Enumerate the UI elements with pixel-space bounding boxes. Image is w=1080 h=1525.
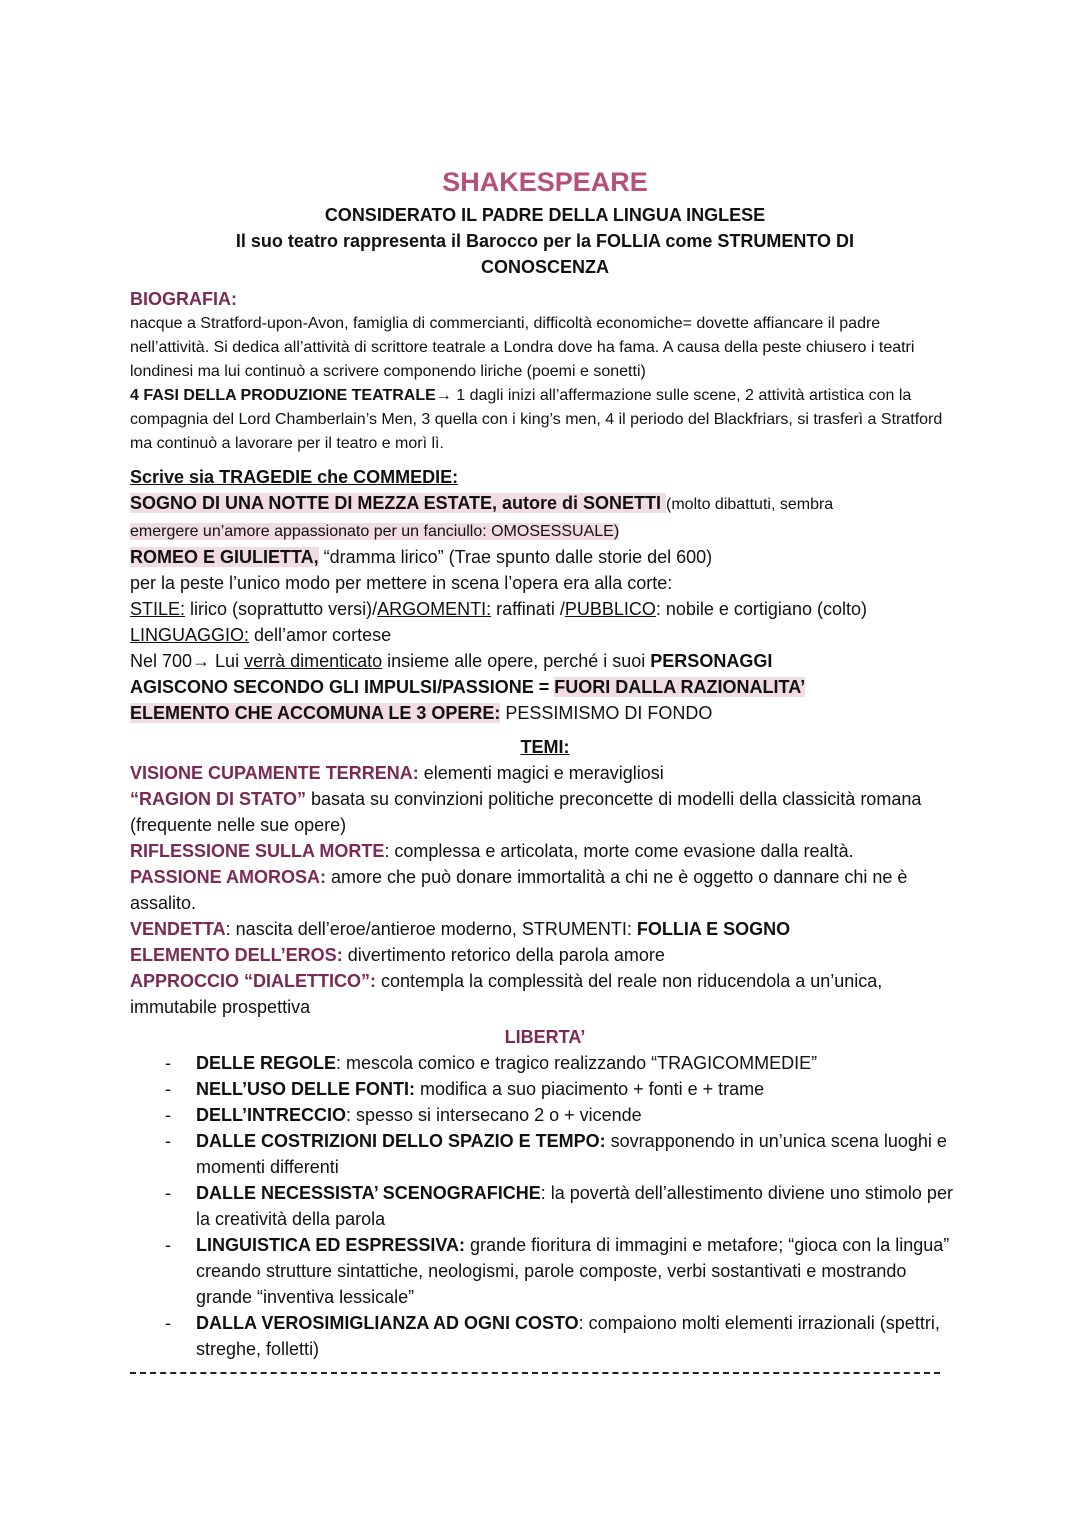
- temi-label: VISIONE CUPAMENTE TERRENA:: [130, 763, 419, 783]
- liberta-list: [130, 1050, 960, 1362]
- temi-label: PASSIONE AMOROSA:: [130, 867, 327, 887]
- liberta-label: DALLA VEROSIMIGLIANZA AD OGNI COSTO: [196, 1313, 579, 1333]
- liberta-text: : spesso si intersecano 2 o + vicende: [346, 1105, 642, 1125]
- liberta-item: [130, 1128, 960, 1180]
- document-page: [130, 166, 960, 1374]
- page-title: SHAKESPEARE: [442, 167, 648, 197]
- liberta-item: [130, 1076, 960, 1102]
- dash-bullet: -: [165, 1105, 171, 1125]
- temi-item: [130, 942, 960, 968]
- temi-item: [130, 916, 960, 942]
- stile-text: lirico (soprattutto versi)/: [185, 599, 378, 619]
- liberta-text: : compaiono molti elementi irrazionali (spettri, streghe, folletti): [196, 1313, 940, 1359]
- temi-text: elementi magici e meravigliosi: [418, 763, 664, 783]
- liberta-label: NELL’USO DELLE FONTI:: [196, 1079, 415, 1099]
- temi-label: APPROCCIO “DIALETTICO”:: [130, 971, 376, 991]
- romeo-text: “dramma lirico” (Trae spunto dalle storie del 600): [318, 547, 713, 567]
- temi-bold-tail: FOLLIA E SOGNO: [636, 919, 791, 939]
- dash-bullet: -: [165, 1079, 171, 1099]
- works-section: [130, 464, 960, 726]
- works-romeo: [130, 544, 960, 570]
- dash-bullet: -: [165, 1053, 171, 1073]
- linguaggio-text: dell’amor cortese: [249, 625, 392, 645]
- liberta-text: modifica a suo piacimento + fonti e + trame: [415, 1079, 765, 1099]
- subtitle-2: Il suo teatro rappresenta il Barocco per la FOLLIA come STRUMENTO DI CONOSCENZA: [235, 231, 855, 277]
- temi-item: [130, 968, 960, 1020]
- fasi-text: 1 dagli inizi all’affermazione sulle scene, 2 attività artistica con la compagnia del Lord Chamberlain’s Men, 3 quella con i king’s men, 4 il periodo del Blackfriars, si trasferì a Stratford ma continuò a lavorare per il teatro e morì lì.: [130, 387, 943, 452]
- liberta-section: [130, 1024, 960, 1362]
- works-agiscono: [130, 674, 960, 700]
- liberta-item: [130, 1102, 960, 1128]
- temi-label: ELEMENTO DELL’EROS:: [130, 945, 343, 965]
- temi-text: amore che può donare immortalità a chi ne è oggetto o dannare chi ne è assalito.: [130, 867, 908, 913]
- liberta-text: sovrapponendo in un’unica scena luoghi e momenti differenti: [196, 1131, 947, 1177]
- sogno-title: SOGNO DI UNA NOTTE DI MEZZA ESTATE, autore di SONETTI: [130, 493, 667, 513]
- liberta-text: : mescola comico e tragico realizzando “TRAGICOMMEDIE”: [336, 1053, 818, 1073]
- temi-text: contempla la complessità del reale non riducendola a un’unica, immutabile prospettiva: [130, 971, 883, 1017]
- dash-bullet: -: [165, 1183, 171, 1203]
- bio-text: nacque a Stratford-upon-Avon, famiglia di commercianti, difficoltà economiche= dovette affiancare il padre nell’attività. Si dedica all’attività di scrittore teatrale a Londra dove ha fama. A causa della peste chiusero i teatri londinesi ma lui continuò a scrivere componendo liriche (poemi e sonetti): [130, 315, 915, 380]
- bio-heading: BIOGRAFIA:: [130, 289, 237, 309]
- temi-item: [130, 786, 960, 838]
- nel700-underlined: verrà dimenticato: [244, 651, 383, 671]
- bio-paragraph: [130, 312, 960, 456]
- stile-label: STILE:: [130, 599, 186, 619]
- subtitle-1: CONSIDERATO IL PADRE DELLA LINGUA INGLESE: [324, 205, 766, 225]
- liberta-heading: LIBERTA’: [504, 1027, 586, 1047]
- temi-label: “RAGION DI STATO”: [130, 789, 307, 809]
- liberta-item: [130, 1310, 960, 1362]
- elemento-highlight: ELEMENTO CHE ACCOMUNA LE 3 OPERE:: [130, 703, 501, 723]
- temi-text: : nascita dell’eroe/antieroe moderno, STRUMENTI:: [225, 919, 637, 939]
- temi-text: divertimento retorico della parola amore: [342, 945, 665, 965]
- liberta-label: DELL’INTRECCIO: [196, 1105, 347, 1125]
- liberta-text: : la povertà dell’allestimento diviene uno stimolo per la creatività della parola: [196, 1183, 953, 1229]
- dash-bullet: -: [165, 1131, 171, 1151]
- sogno-note-2: emergere un’amore appassionato per un fanciullo: OMOSESSUALE): [130, 523, 620, 540]
- dash-bullet: -: [165, 1235, 171, 1255]
- fasi-label: 4 FASI DELLA PRODUZIONE TEATRALE→: [130, 387, 452, 404]
- sogno-note: (molto dibattuti, sembra: [666, 496, 834, 513]
- temi-item: [130, 760, 960, 786]
- liberta-label: LINGUISTICA ED ESPRESSIVA:: [196, 1235, 466, 1255]
- romeo-title: ROMEO E GIULIETTA,: [130, 547, 319, 567]
- temi-heading: TEMI:: [520, 737, 570, 757]
- temi-section: [130, 734, 960, 1020]
- works-stile: [130, 596, 960, 622]
- works-nel700: [130, 648, 960, 674]
- works-sogno: [130, 490, 960, 544]
- works-peste: per la peste l’unico modo per mettere in scena l’opera era alla corte:: [130, 573, 673, 593]
- pubblico-label: PUBBLICO: [564, 599, 656, 619]
- temi-text: : complessa e articolata, morte come evasione dalla realtà.: [384, 841, 854, 861]
- works-heading: Scrive sia TRAGEDIE che COMMEDIE:: [130, 467, 459, 487]
- temi-item: [130, 864, 960, 916]
- agiscono-text: AGISCONO SECONDO GLI IMPULSI/PASSIONE =: [130, 677, 555, 697]
- pubblico-text: : nobile e cortigiano (colto): [655, 599, 867, 619]
- agiscono-highlight: FUORI DALLA RAZIONALITA’: [554, 677, 806, 697]
- liberta-item: [130, 1180, 960, 1232]
- nel700-text-a: Nel 700→ Lui: [130, 651, 245, 671]
- argomenti-text: raffinati /: [491, 599, 565, 619]
- temi-text: basata su convinzioni politiche preconcette di modelli della classicità romana (frequente nelle sue opere): [130, 789, 922, 835]
- temi-label: RIFLESSIONE SULLA MORTE: [130, 841, 385, 861]
- nel700-text-b: insieme alle opere, perché i suoi: [382, 651, 651, 671]
- liberta-text: grande fioritura di immagini e metafore; “gioca con la lingua” creando strutture sintattiche, neologismi, parole composte, verbi sostantivati e mostrando grande “inventiva lessicale”: [196, 1235, 950, 1307]
- dashed-divider: [130, 1372, 940, 1374]
- liberta-item: [130, 1232, 960, 1310]
- works-elemento: [130, 700, 960, 726]
- dash-bullet: -: [165, 1313, 171, 1333]
- argomenti-label: ARGOMENTI:: [377, 599, 492, 619]
- nel700-bold: PERSONAGGI: [650, 651, 773, 671]
- temi-label: VENDETTA: [130, 919, 226, 939]
- liberta-label: DALLE NECESSISTA’ SCENOGRAFICHE: [196, 1183, 541, 1203]
- liberta-item: [130, 1050, 960, 1076]
- works-linguaggio: [130, 622, 960, 648]
- liberta-label: DELLE REGOLE: [196, 1053, 337, 1073]
- elemento-text: PESSIMISMO DI FONDO: [500, 703, 713, 723]
- liberta-label: DALLE COSTRIZIONI DELLO SPAZIO E TEMPO:: [196, 1131, 606, 1151]
- temi-item: [130, 838, 960, 864]
- linguaggio-label: LINGUAGGIO:: [130, 625, 250, 645]
